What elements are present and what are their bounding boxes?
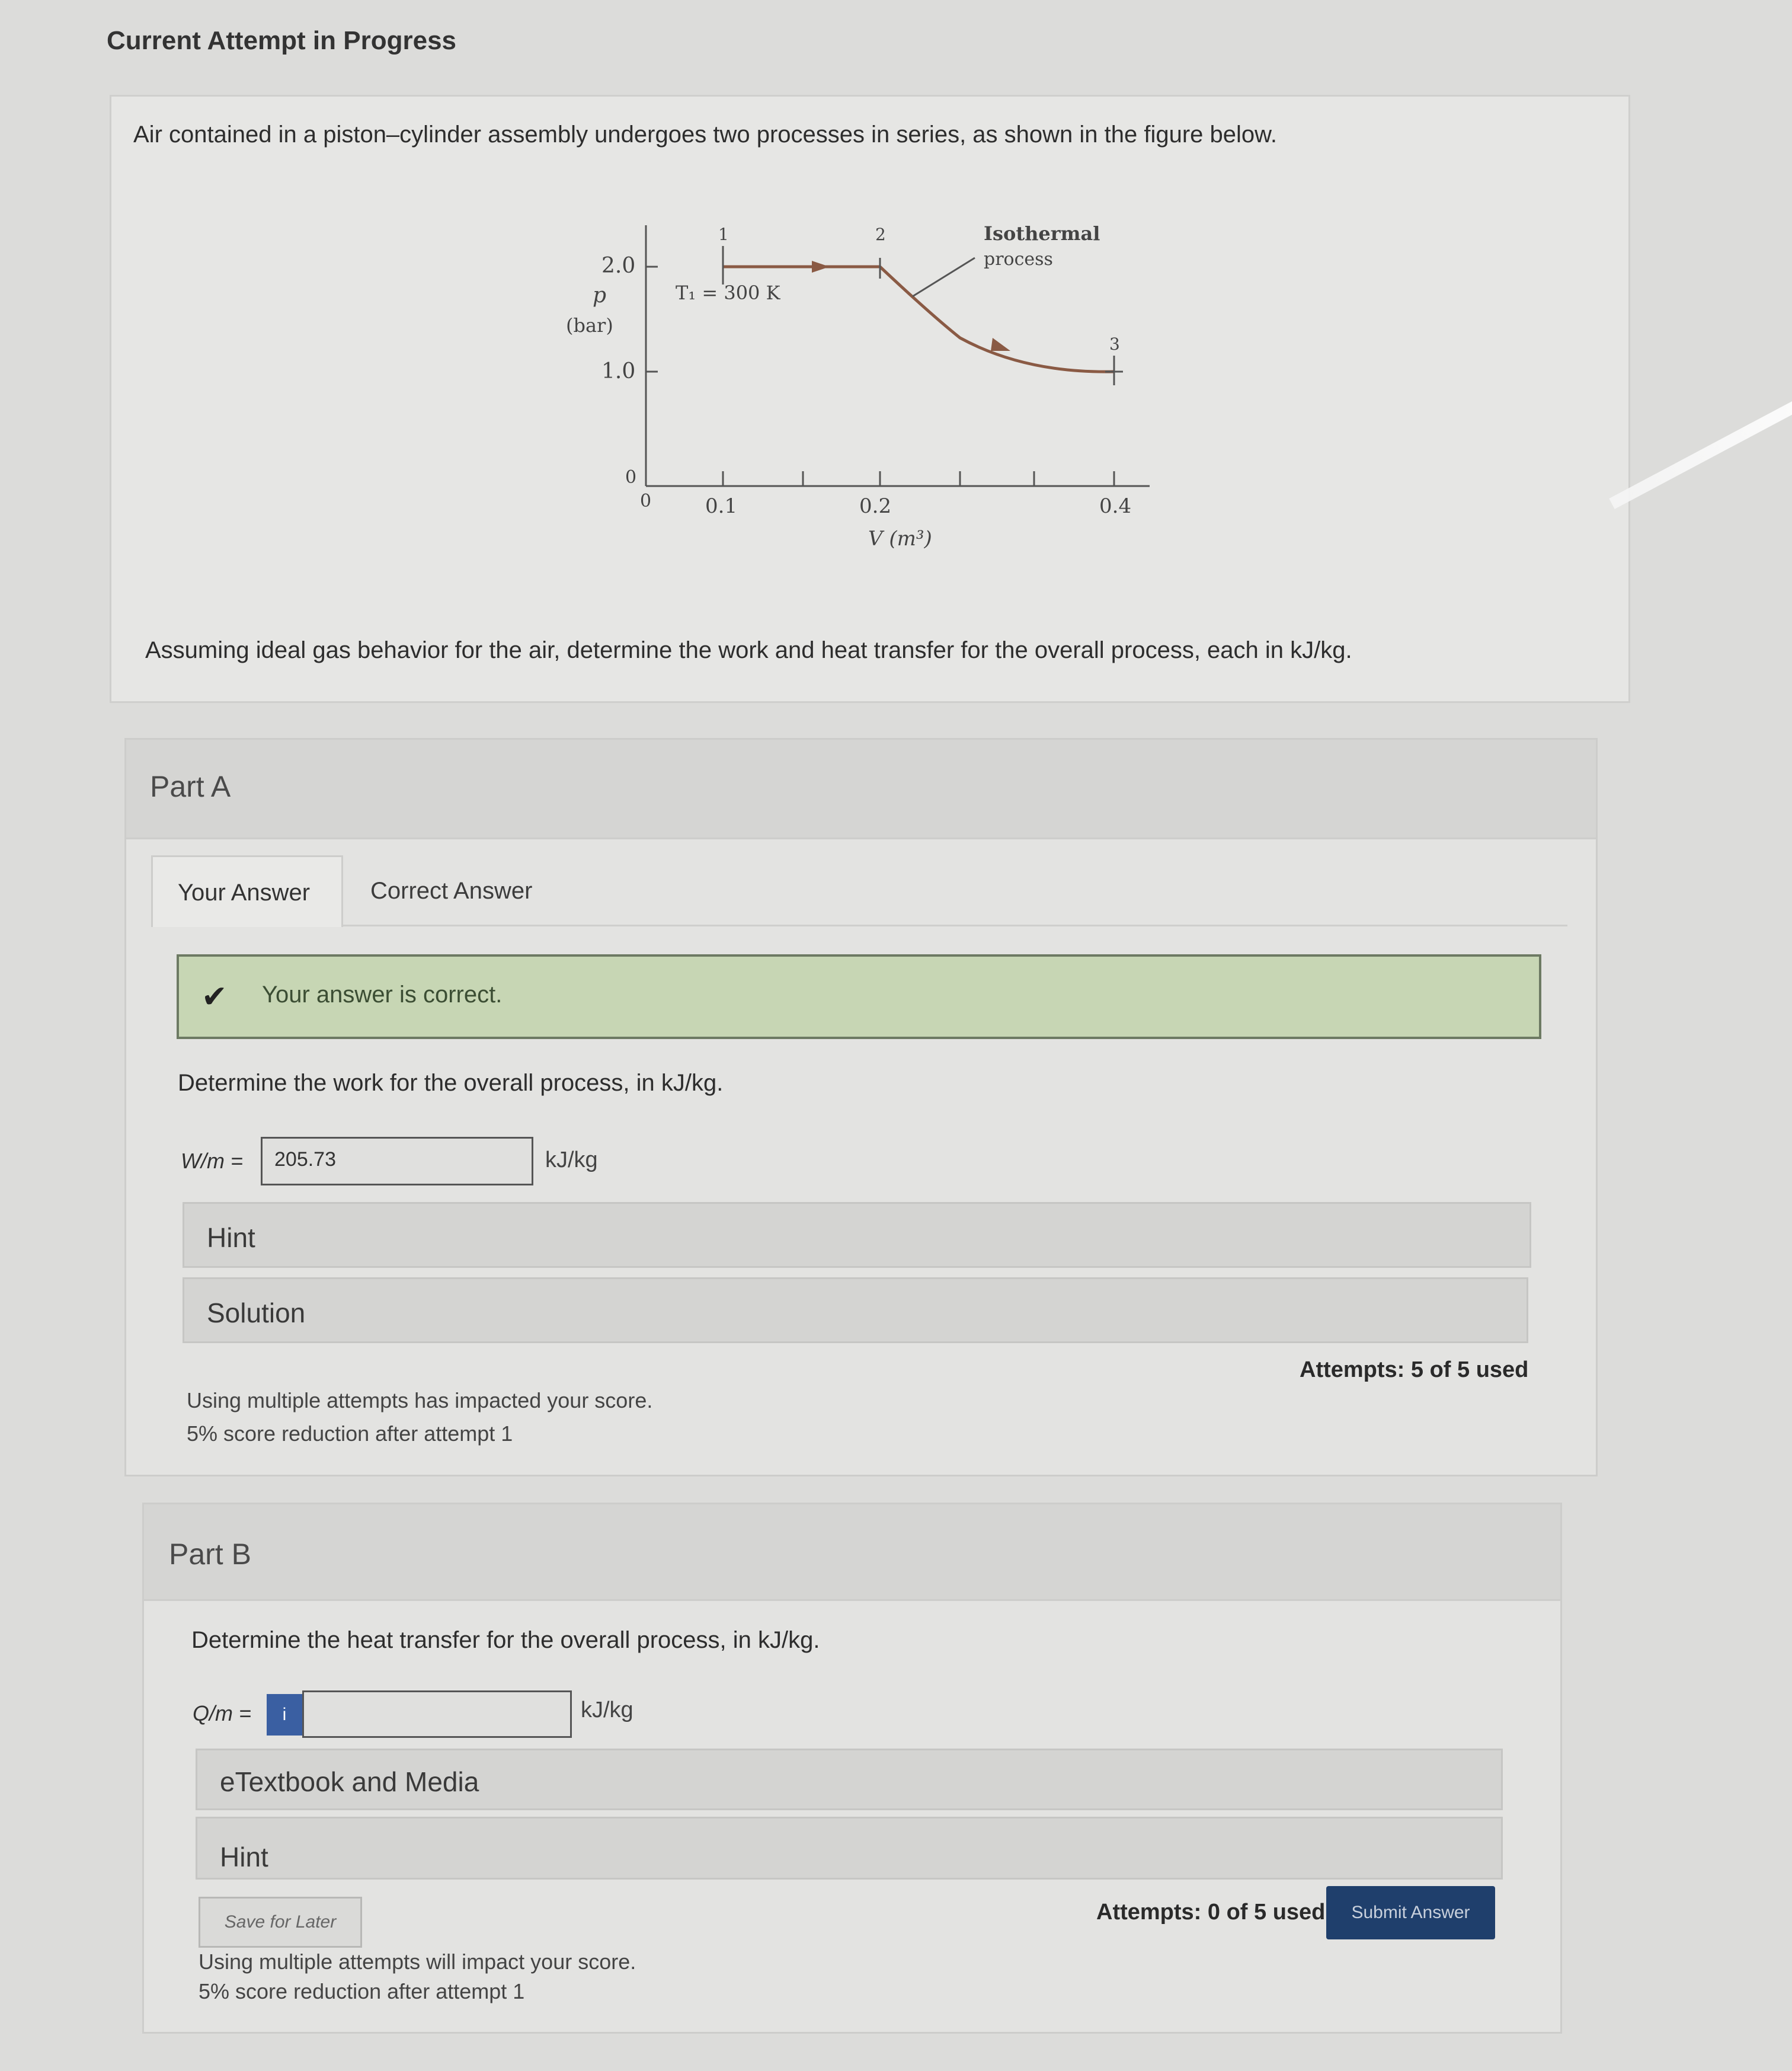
x-tick-0: 0: [640, 491, 652, 512]
tabs-divider: [151, 925, 1567, 926]
x-tick-01: 0.1: [705, 494, 738, 518]
part-b-hint-label: Hint: [220, 1842, 268, 1872]
page-title: Current Attempt in Progress: [107, 26, 457, 55]
part-a-hint[interactable]: [183, 1202, 1531, 1268]
part-b-header[interactable]: [144, 1504, 1560, 1601]
part-a-attempts: Attempts: 5 of 5 used: [1300, 1357, 1529, 1382]
state-2-label: 2: [875, 225, 886, 244]
part-b-title: Part B: [169, 1538, 251, 1571]
state-1-label: 1: [718, 225, 729, 244]
y-axis-unit: (bar): [566, 314, 613, 337]
y-tick-0: 0: [625, 467, 637, 488]
process-label-1: Isothermal: [984, 222, 1100, 245]
process-2-3-curve: [880, 267, 1114, 372]
question-prompt: Assuming ideal gas behavior for the air, determine the work and heat transfer for the overall process, each in kJ/kg.: [145, 637, 1352, 663]
y-tick-2: 2.0: [601, 254, 636, 278]
heat-unit: kJ/kg: [581, 1698, 633, 1722]
tab-correct-answer[interactable]: Correct Answer: [370, 878, 533, 904]
temperature-label: T₁ = 300 K: [676, 282, 780, 304]
part-b-notice-line2: 5% score reduction after attempt 1: [199, 1979, 525, 2003]
part-a-notice-line1: Using multiple attempts has impacted your score.: [187, 1388, 653, 1412]
part-a-title: Part A: [150, 770, 231, 803]
part-b-etextbook-label: eTextbook and Media: [220, 1766, 479, 1797]
state-3-label: 3: [1109, 334, 1120, 354]
process-label-2: process: [984, 249, 1053, 270]
submit-answer-button[interactable]: Submit Answer: [1326, 1886, 1495, 1939]
x-axis-label: V (m³): [868, 527, 932, 551]
heat-input[interactable]: [302, 1690, 572, 1738]
pv-diagram: [551, 196, 1179, 581]
arrow-2-3: [991, 338, 1010, 351]
part-a-notice: [187, 1384, 652, 1450]
part-b-attempts: Attempts: 0 of 5 used: [1096, 1900, 1326, 1925]
correct-feedback-text: Your answer is correct.: [262, 982, 503, 1008]
save-for-later-button[interactable]: Save for Later: [199, 1897, 362, 1948]
heat-label: Q/m =: [193, 1701, 252, 1725]
arrow-1-2: [812, 261, 830, 273]
correct-feedback-banner: [177, 954, 1541, 1039]
part-a-header[interactable]: [126, 740, 1596, 839]
y-tick-1: 1.0: [601, 359, 636, 383]
part-b-notice-line1: Using multiple attempts will impact your score.: [199, 1949, 636, 1974]
x-tick-02: 0.2: [859, 494, 892, 518]
annotation-pointer: [913, 258, 975, 296]
part-a-solution-label: Solution: [207, 1297, 306, 1328]
tab-your-answer[interactable]: [151, 855, 343, 927]
y-axis-label: p: [593, 283, 607, 308]
screen-glare: [1609, 395, 1792, 509]
part-a-notice-line2: 5% score reduction after attempt 1: [187, 1421, 513, 1446]
x-tick-04: 0.4: [1099, 494, 1132, 518]
work-unit: kJ/kg: [545, 1148, 598, 1172]
tab-your-answer-label: Your Answer: [178, 880, 311, 906]
question-intro: Air contained in a piston–cylinder assembly undergoes two processes in series, as shown in the figure below.: [133, 122, 1277, 148]
checkmark-icon: ✔: [201, 980, 228, 1014]
work-input[interactable]: 205.73: [261, 1137, 533, 1185]
part-a-solution[interactable]: [183, 1277, 1528, 1343]
info-icon[interactable]: i: [267, 1694, 302, 1736]
work-label: W/m =: [181, 1149, 243, 1173]
part-b-question: Determine the heat transfer for the overall process, in kJ/kg.: [191, 1627, 820, 1653]
part-a-hint-label: Hint: [207, 1222, 255, 1253]
part-b-notice: [199, 1947, 636, 2006]
part-b-hint[interactable]: [196, 1817, 1503, 1880]
part-a-question: Determine the work for the overall process, in kJ/kg.: [178, 1070, 724, 1096]
part-b-etextbook[interactable]: [196, 1749, 1503, 1810]
